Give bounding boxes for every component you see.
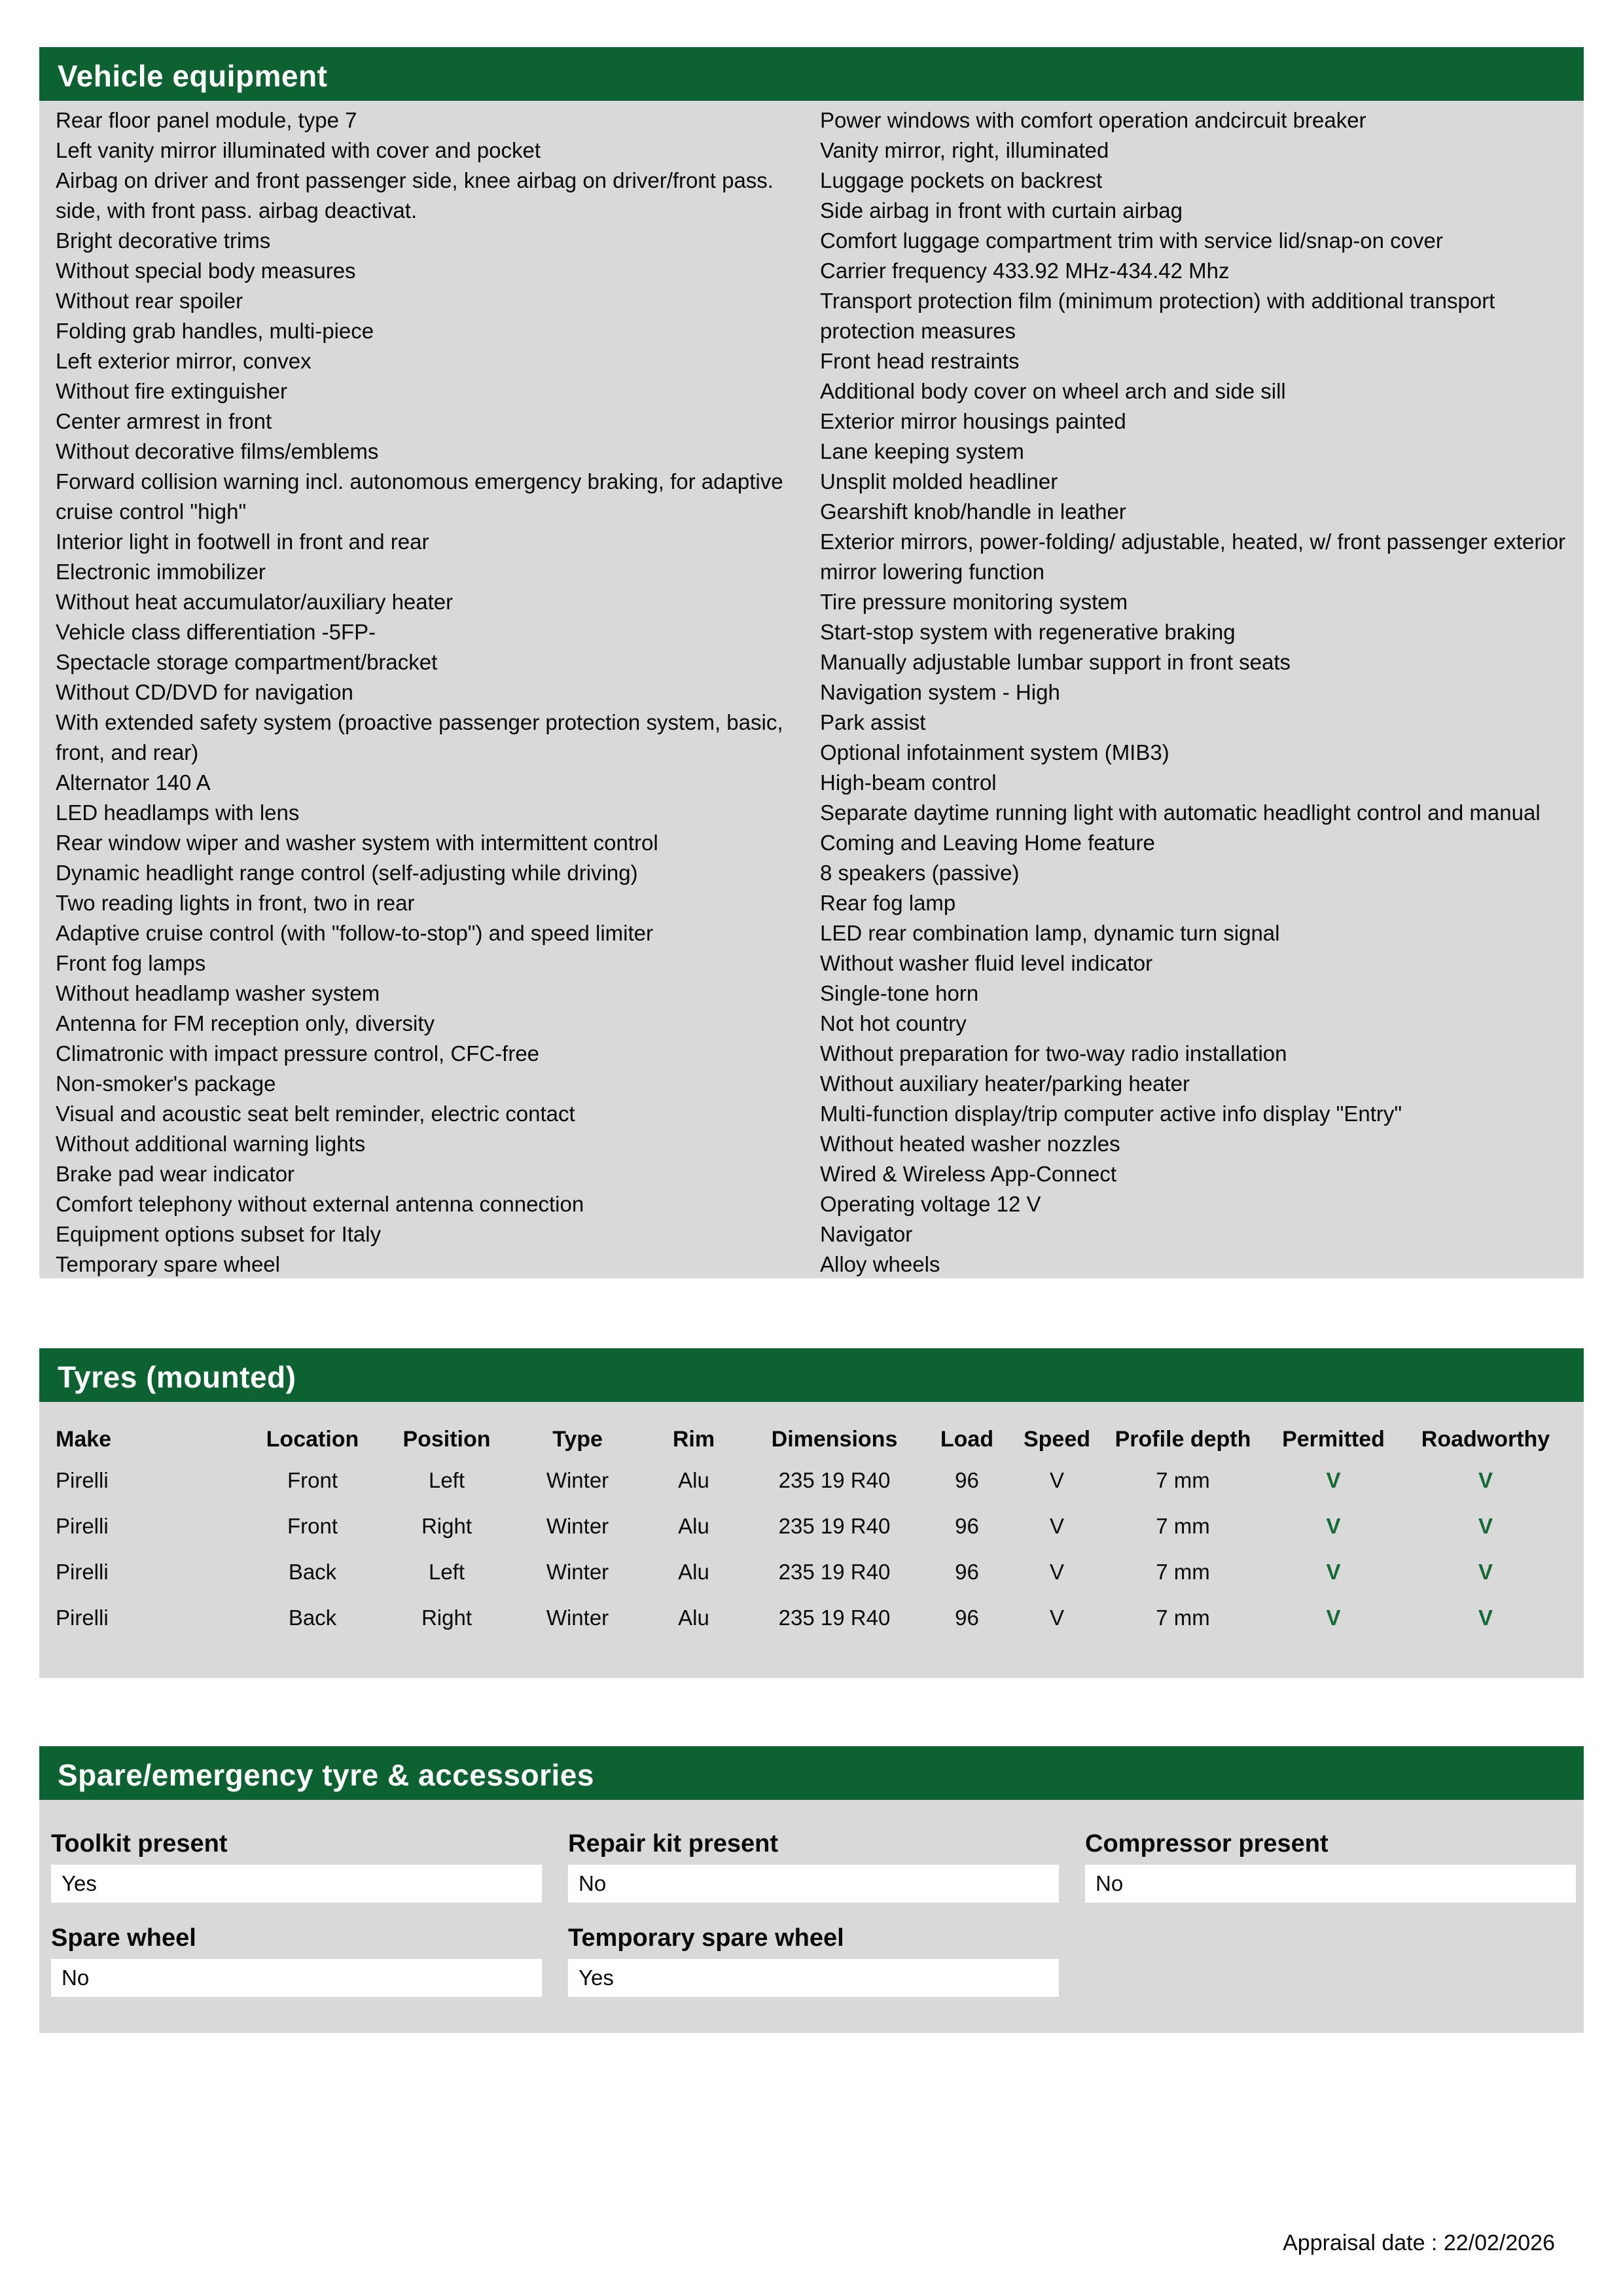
- tyre-cell: Winter: [546, 1468, 609, 1492]
- equipment-item: Exterior mirrors, power-folding/ adjustable, heated, w/ front passenger exterior: [820, 529, 1566, 554]
- tyre-cell: Right: [421, 1605, 473, 1630]
- tyre-cell: 7 mm: [1156, 1514, 1210, 1538]
- tyre-cell: Front: [287, 1468, 338, 1492]
- roadworthy-check: V: [1478, 1514, 1493, 1538]
- equipment-item: Without heat accumulator/auxiliary heater: [56, 590, 454, 614]
- tyre-cell: 235 19 R40: [778, 1514, 891, 1538]
- tyre-cell: Front: [287, 1514, 338, 1538]
- equipment-item: Equipment options subset for Italy: [56, 1222, 382, 1246]
- roadworthy-check: V: [1478, 1560, 1493, 1584]
- tyres-column-header: Roadworthy: [1421, 1427, 1550, 1452]
- equipment-item: LED headlamps with lens: [56, 800, 300, 825]
- equipment-item: Transport protection film (minimum protection) with additional transport: [820, 289, 1495, 313]
- tyre-cell: Winter: [546, 1605, 609, 1630]
- tyre-cell: Right: [421, 1514, 473, 1538]
- tyre-row: [56, 1595, 1567, 1641]
- equipment-item: Without rear spoiler: [56, 289, 243, 313]
- tyre-cell: 235 19 R40: [778, 1605, 891, 1630]
- vehicle-equipment-panel: [39, 101, 1584, 1278]
- tyre-cell: 235 19 R40: [778, 1560, 891, 1584]
- tyres-column-header: Permitted: [1282, 1427, 1385, 1452]
- roadworthy-check: V: [1478, 1468, 1493, 1492]
- spare-fields-row-2: [51, 1924, 1059, 1997]
- equipment-item: Comfort telephony without external antenna connection: [56, 1192, 584, 1216]
- equipment-left-column: [56, 105, 818, 1280]
- field-label: Repair kit present: [568, 1830, 778, 1857]
- field-value: No: [1085, 1865, 1576, 1903]
- equipment-item: Antenna for FM reception only, diversity: [56, 1011, 435, 1035]
- tyres-column-header: Speed: [1023, 1427, 1091, 1452]
- equipment-item: protection measures: [820, 319, 1016, 343]
- tyre-cell: 96: [955, 1468, 979, 1492]
- tyres-column-header: Load: [940, 1427, 994, 1452]
- equipment-item: Separate daytime running light with automatic headlight control and manual: [820, 800, 1541, 825]
- spare-field-repair-kit-present: [568, 1830, 1059, 1903]
- tyre-cell: V: [1049, 1468, 1064, 1492]
- tyre-row: [56, 1458, 1567, 1503]
- tyre-cell: Back: [288, 1605, 337, 1630]
- equipment-item: Without preparation for two-way radio installation: [820, 1041, 1287, 1066]
- equipment-item: With extended safety system (proactive passenger protection system, basic,: [56, 710, 783, 734]
- equipment-item: Single-tone horn: [820, 981, 979, 1005]
- equipment-item: Brake pad wear indicator: [56, 1162, 295, 1186]
- equipment-item: Unsplit molded headliner: [820, 469, 1058, 493]
- equipment-item: Coming and Leaving Home feature: [820, 831, 1155, 855]
- equipment-item: Luggage pockets on backrest: [820, 168, 1103, 192]
- equipment-right-column: [820, 105, 1576, 1280]
- spare-fields-row-1: [51, 1830, 1576, 1903]
- tyre-cell: V: [1049, 1560, 1064, 1584]
- equipment-item: Left vanity mirror illuminated with cover and pocket: [56, 138, 541, 162]
- tyre-cell: Winter: [546, 1560, 609, 1584]
- tyre-cell: 235 19 R40: [778, 1468, 891, 1492]
- tyres-table: [56, 1422, 1567, 1641]
- tyre-cell: Pirelli: [56, 1514, 109, 1538]
- tyre-cell: Pirelli: [56, 1605, 109, 1630]
- appraisal-date: Appraisal date : 22/02/2026: [1283, 2231, 1555, 2255]
- equipment-item: Additional body cover on wheel arch and side sill: [820, 379, 1286, 403]
- permitted-check: V: [1326, 1605, 1341, 1630]
- equipment-item: Start-stop system with regenerative braking: [820, 620, 1236, 644]
- equipment-item: Navigation system - High: [820, 680, 1060, 704]
- tyre-cell: Back: [288, 1560, 337, 1584]
- tyre-cell: V: [1049, 1605, 1064, 1630]
- equipment-item: cruise control "high": [56, 499, 247, 524]
- tyres-table-header-row: [56, 1422, 1567, 1458]
- equipment-item: Exterior mirror housings painted: [820, 409, 1126, 433]
- field-label: Compressor present: [1085, 1830, 1329, 1857]
- equipment-item: Operating voltage 12 V: [820, 1192, 1041, 1216]
- tyre-cell: 7 mm: [1156, 1560, 1210, 1584]
- tyres-column-header: Dimensions: [771, 1427, 898, 1452]
- equipment-item: Park assist: [820, 710, 926, 734]
- field-value: No: [568, 1865, 1059, 1903]
- permitted-check: V: [1326, 1560, 1341, 1584]
- tyres-mounted-header: [39, 1348, 1584, 1402]
- tyre-cell: 7 mm: [1156, 1605, 1210, 1630]
- tyres-table-body: [56, 1458, 1567, 1641]
- tyre-cell: Pirelli: [56, 1468, 109, 1492]
- spare-emergency-header: [39, 1746, 1584, 1800]
- equipment-item: Optional infotainment system (MIB3): [820, 740, 1169, 764]
- equipment-item: Without heated washer nozzles: [820, 1132, 1120, 1156]
- equipment-item: Rear window wiper and washer system with intermittent control: [56, 831, 658, 855]
- equipment-item: Navigator: [820, 1222, 913, 1246]
- equipment-item: Rear floor panel module, type 7: [56, 108, 357, 132]
- roadworthy-check: V: [1478, 1605, 1493, 1630]
- vehicle-equipment-title: Vehicle equipment: [58, 59, 328, 93]
- equipment-item: Side airbag in front with curtain airbag: [820, 198, 1183, 223]
- equipment-item: Spectacle storage compartment/bracket: [56, 650, 438, 674]
- equipment-item: Without fire extinguisher: [56, 379, 287, 403]
- equipment-item: Non-smoker's package: [56, 1071, 276, 1096]
- tyres-mounted-panel: [39, 1402, 1584, 1678]
- tyre-row: [56, 1549, 1567, 1595]
- tyre-cell: Winter: [546, 1514, 609, 1538]
- equipment-item: Without auxiliary heater/parking heater: [820, 1071, 1190, 1096]
- permitted-check: V: [1326, 1514, 1341, 1538]
- equipment-item: Climatronic with impact pressure control, CFC-free: [56, 1041, 540, 1066]
- equipment-item: Tire pressure monitoring system: [820, 590, 1128, 614]
- equipment-item: Alloy wheels: [820, 1252, 940, 1276]
- tyre-cell: Alu: [678, 1560, 709, 1584]
- equipment-item: Dynamic headlight range control (self-adjusting while driving): [56, 861, 638, 885]
- equipment-item: Without decorative films/emblems: [56, 439, 379, 463]
- field-value: Yes: [568, 1959, 1059, 1997]
- tyre-cell: 7 mm: [1156, 1468, 1210, 1492]
- tyres-column-header: Make: [56, 1427, 112, 1452]
- tyres-mounted-title: Tyres (mounted): [58, 1360, 296, 1394]
- equipment-item: Forward collision warning incl. autonomous emergency braking, for adaptive: [56, 469, 783, 493]
- tyre-cell: 96: [955, 1605, 979, 1630]
- equipment-item: side, with front pass. airbag deactivat.: [56, 198, 418, 223]
- spare-emergency-title: Spare/emergency tyre & accessories: [58, 1758, 594, 1792]
- equipment-item: Visual and acoustic seat belt reminder, electric contact: [56, 1102, 575, 1126]
- tyre-row: [56, 1503, 1567, 1549]
- permitted-check: V: [1326, 1468, 1341, 1492]
- field-value: Yes: [51, 1865, 542, 1903]
- vehicle-equipment-header: [39, 47, 1584, 101]
- spare-field-temporary-spare-wheel: [568, 1924, 1059, 1997]
- tyre-cell: Left: [428, 1560, 465, 1584]
- equipment-item: Without washer fluid level indicator: [820, 951, 1153, 975]
- field-label: Toolkit present: [51, 1830, 228, 1857]
- equipment-item: 8 speakers (passive): [820, 861, 1020, 885]
- equipment-item: Interior light in footwell in front and rear: [56, 529, 429, 554]
- equipment-item: Adaptive cruise control (with "follow-to-stop") and speed limiter: [56, 921, 653, 945]
- equipment-item: Comfort luggage compartment trim with service lid/snap-on cover: [820, 228, 1443, 253]
- equipment-item: Center armrest in front: [56, 409, 272, 433]
- equipment-item: mirror lowering function: [820, 560, 1044, 584]
- equipment-item: Electronic immobilizer: [56, 560, 266, 584]
- field-label: Spare wheel: [51, 1924, 196, 1952]
- tyre-cell: V: [1049, 1514, 1064, 1538]
- equipment-item: Without special body measures: [56, 259, 356, 283]
- equipment-item: Bright decorative trims: [56, 228, 271, 253]
- equipment-item: LED rear combination lamp, dynamic turn signal: [820, 921, 1280, 945]
- equipment-item: Airbag on driver and front passenger side, knee airbag on driver/front pass.: [56, 168, 774, 192]
- tyres-column-header: Position: [402, 1427, 491, 1452]
- spare-field-compressor-present: [1085, 1830, 1576, 1903]
- tyre-cell: Alu: [678, 1605, 709, 1630]
- equipment-item: Alternator 140 A: [56, 770, 211, 795]
- tyre-cell: 96: [955, 1560, 979, 1584]
- equipment-item: Power windows with comfort operation andcircuit breaker: [820, 108, 1366, 132]
- tyre-cell: Left: [428, 1468, 465, 1492]
- equipment-item: High-beam control: [820, 770, 997, 795]
- equipment-item: Two reading lights in front, two in rear: [56, 891, 415, 915]
- tyres-column-header: Location: [266, 1427, 359, 1452]
- equipment-item: Folding grab handles, multi-piece: [56, 319, 374, 343]
- equipment-item: Manually adjustable lumbar support in front seats: [820, 650, 1291, 674]
- equipment-item: Without additional warning lights: [56, 1132, 366, 1156]
- equipment-item: Without CD/DVD for navigation: [56, 680, 353, 704]
- equipment-item: Multi-function display/trip computer active info display "Entry": [820, 1102, 1402, 1126]
- equipment-item: Without headlamp washer system: [56, 981, 380, 1005]
- equipment-item: Carrier frequency 433.92 MHz-434.42 Mhz: [820, 259, 1230, 283]
- equipment-item: Wired & Wireless App-Connect: [820, 1162, 1116, 1186]
- equipment-item: Vehicle class differentiation -5FP-: [56, 620, 376, 644]
- equipment-item: front, and rear): [56, 740, 199, 764]
- tyres-column-header: Rim: [672, 1427, 715, 1452]
- field-label: Temporary spare wheel: [568, 1924, 844, 1952]
- equipment-item: Left exterior mirror, convex: [56, 349, 312, 373]
- equipment-item: Front fog lamps: [56, 951, 206, 975]
- equipment-item: Lane keeping system: [820, 439, 1024, 463]
- spare-field-spare-wheel: [51, 1924, 542, 1997]
- equipment-item: Vanity mirror, right, illuminated: [820, 138, 1109, 162]
- equipment-item: Gearshift knob/handle in leather: [820, 499, 1126, 524]
- field-value: No: [51, 1959, 542, 1997]
- tyre-cell: 96: [955, 1514, 979, 1538]
- tyres-column-header: Type: [552, 1427, 603, 1452]
- tyres-column-header: Profile depth: [1115, 1427, 1251, 1452]
- equipment-item: Not hot country: [820, 1011, 967, 1035]
- spare-field-toolkit-present: [51, 1830, 542, 1903]
- tyre-cell: Alu: [678, 1514, 709, 1538]
- tyre-cell: Alu: [678, 1468, 709, 1492]
- equipment-item: Rear fog lamp: [820, 891, 956, 915]
- spare-emergency-panel: [39, 1800, 1584, 2033]
- equipment-item: Front head restraints: [820, 349, 1020, 373]
- tyre-cell: Pirelli: [56, 1560, 109, 1584]
- equipment-item: Temporary spare wheel: [56, 1252, 280, 1276]
